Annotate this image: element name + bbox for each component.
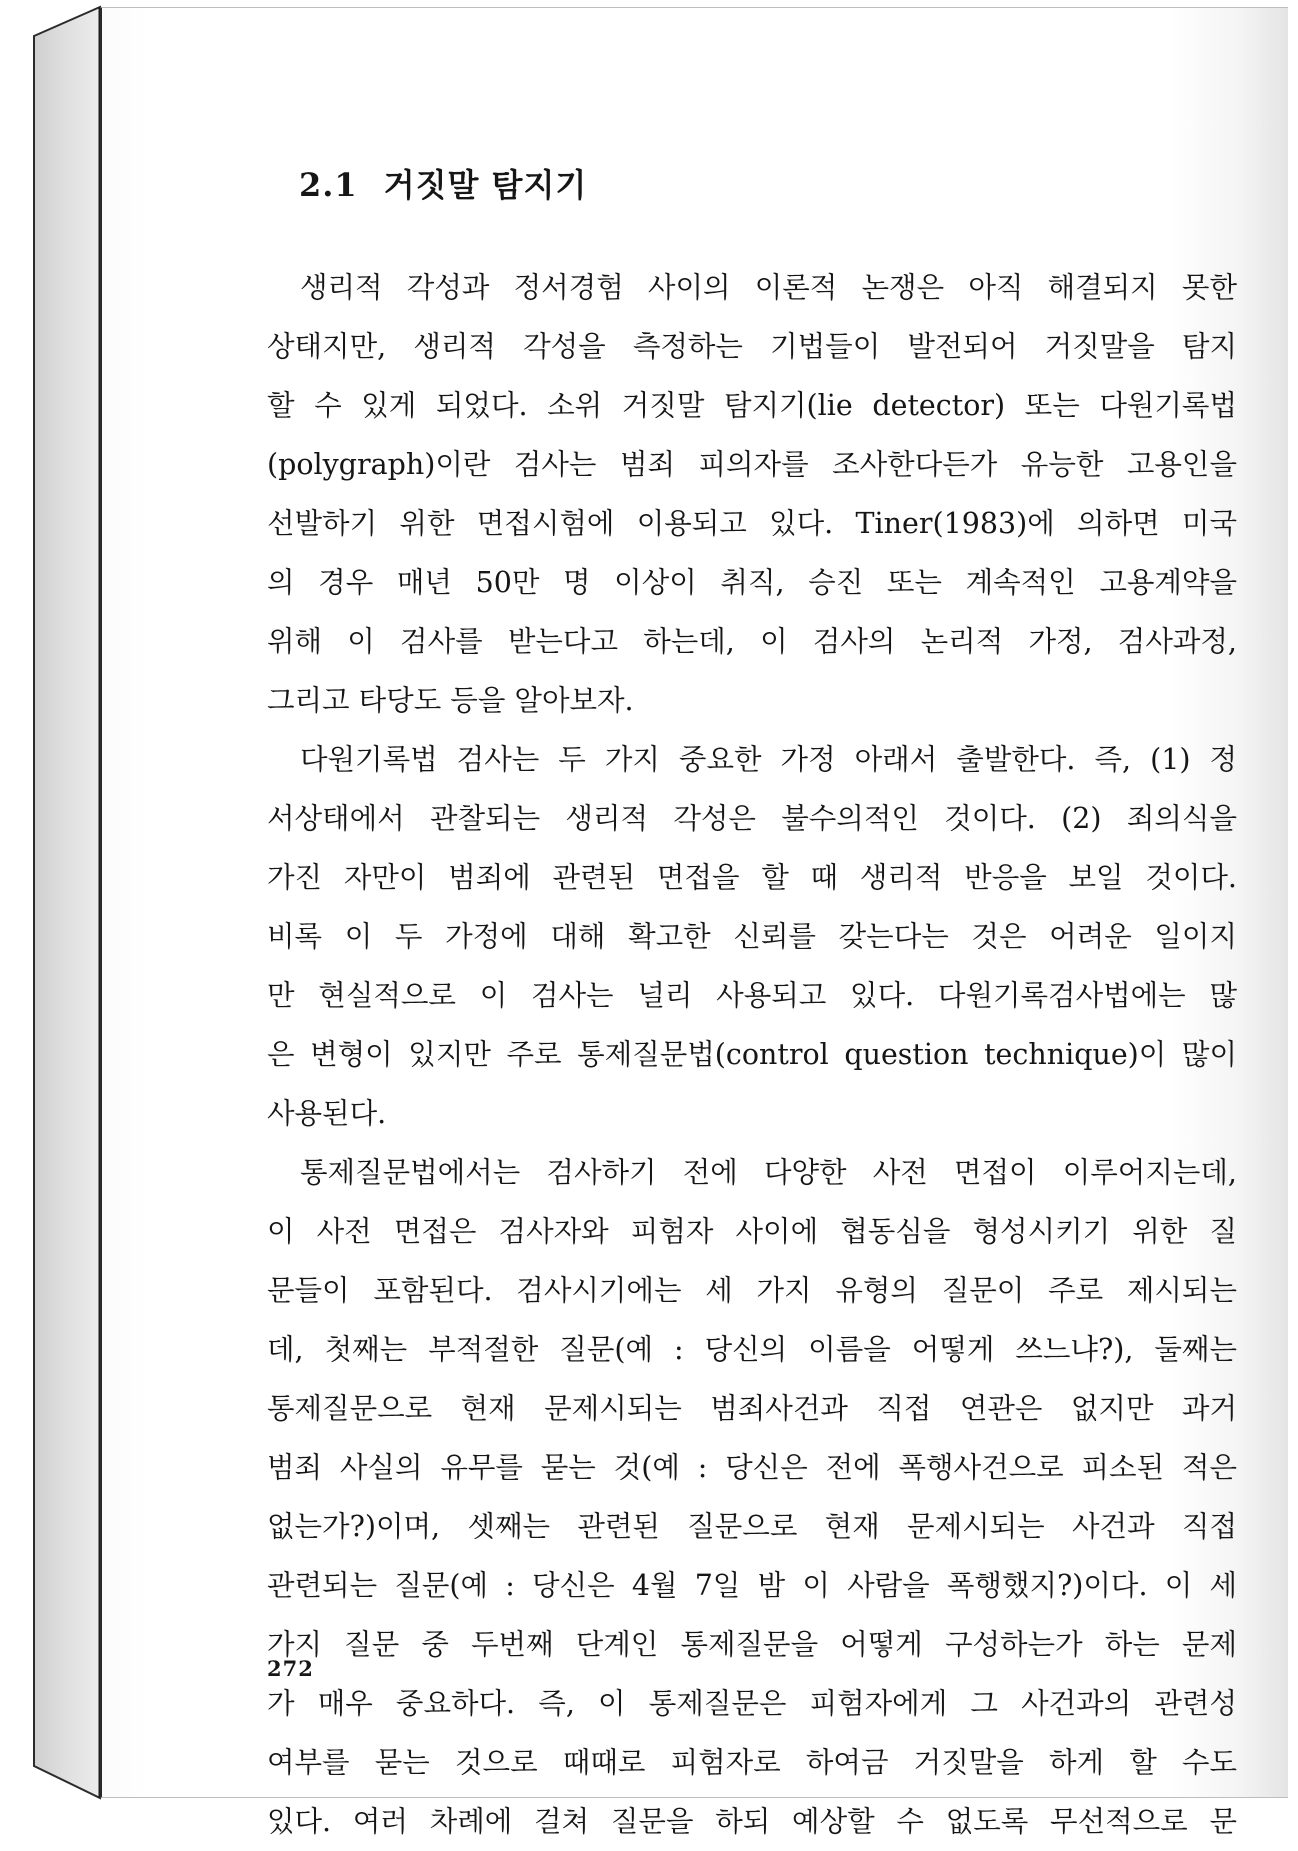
text-line: 서상태에서 관찰되는 생리적 각성은 불수의적인 것이다. (2) 죄의식을 (267, 802, 1237, 835)
text-line: 있다. 여러 차례에 걸쳐 질문을 하되 예상할 수 없도록 무선적으로 문 (267, 1805, 1237, 1838)
text-line: 사용된다. (267, 1097, 387, 1130)
text-line: 가 매우 중요하다. 즉, 이 통제질문은 피험자에게 그 사건과의 관련성 (267, 1687, 1237, 1720)
text-line: 생리적 각성과 정서경험 사이의 이론적 논쟁은 아직 해결되지 못한 (300, 271, 1237, 304)
text-line: 은 변형이 있지만 주로 통제질문법(control question technique)이 많이 (267, 1038, 1237, 1071)
text-line: 그리고 타당도 등을 알아보자. (267, 684, 634, 717)
text-line: 만 현실적으로 이 검사는 널리 사용되고 있다. 다원기록검사법에는 많 (267, 979, 1237, 1012)
text-line: 통제질문으로 현재 문제시되는 범죄사건과 직접 연관은 없지만 과거 (267, 1392, 1237, 1425)
text-line: 데, 첫째는 부적절한 질문(예 : 당신의 이름을 어떻게 쓰느냐?), 둘째는 (267, 1333, 1237, 1366)
text-line: 위해 이 검사를 받는다고 하는데, 이 검사의 논리적 가정, 검사과정, (267, 625, 1237, 658)
text-line: 상태지만, 생리적 각성을 측정하는 기법들이 발전되어 거짓말을 탐지 (267, 330, 1237, 363)
text-line: 이 사전 면접은 검사자와 피험자 사이에 협동심을 형성시키기 위한 질 (267, 1215, 1237, 1248)
text-line: 비록 이 두 가정에 대해 확고한 신뢰를 갖는다는 것은 어려운 일이지 (267, 920, 1237, 953)
book-spine (0, 0, 110, 1806)
section-heading (299, 160, 587, 206)
text-line: 가지 질문 중 두번째 단계인 통제질문을 어떻게 구성하는가 하는 문제 (267, 1628, 1237, 1661)
page-number: 272 (267, 1656, 314, 1681)
section-number: 2.1 (299, 166, 358, 204)
text-line: 통제질문법에서는 검사하기 전에 다양한 사전 면접이 이루어지는데, (300, 1156, 1237, 1189)
text-line: 의 경우 매년 50만 명 이상이 취직, 승진 또는 계속적인 고용계약을 (267, 566, 1237, 599)
text-line: (polygraph)이란 검사는 범죄 피의자를 조사한다든가 유능한 고용인을 (267, 448, 1237, 481)
text-line: 관련되는 질문(예 : 당신은 4월 7일 밤 이 사람을 폭행했지?)이다. 이 세 (267, 1569, 1237, 1602)
text-line: 할 수 있게 되었다. 소위 거짓말 탐지기(lie detector) 또는 다원기록법 (267, 389, 1237, 422)
text-line: 여부를 묻는 것으로 때때로 피험자로 하여금 거짓말을 하게 할 수도 (267, 1746, 1237, 1779)
section-title: 거짓말 탐지기 (383, 166, 588, 204)
text-line: 선발하기 위한 면접시험에 이용되고 있다. Tiner(1983)에 의하면 미국 (267, 507, 1237, 540)
text-line: 없는가?)이며, 셋째는 관련된 질문으로 현재 문제시되는 사건과 직접 (267, 1510, 1237, 1543)
text-line: 문들이 포함된다. 검사시기에는 세 가지 유형의 질문이 주로 제시되는 (267, 1274, 1237, 1307)
book-page (100, 7, 1288, 1838)
text-line: 가진 자만이 범죄에 관련된 면접을 할 때 생리적 반응을 보일 것이다. (267, 861, 1237, 894)
text-line: 범죄 사실의 유무를 묻는 것(예 : 당신은 전에 폭행사건으로 피소된 적은 (267, 1451, 1237, 1484)
text-line: 다원기록법 검사는 두 가지 중요한 가정 아래서 출발한다. 즉, (1) 정 (300, 743, 1237, 776)
